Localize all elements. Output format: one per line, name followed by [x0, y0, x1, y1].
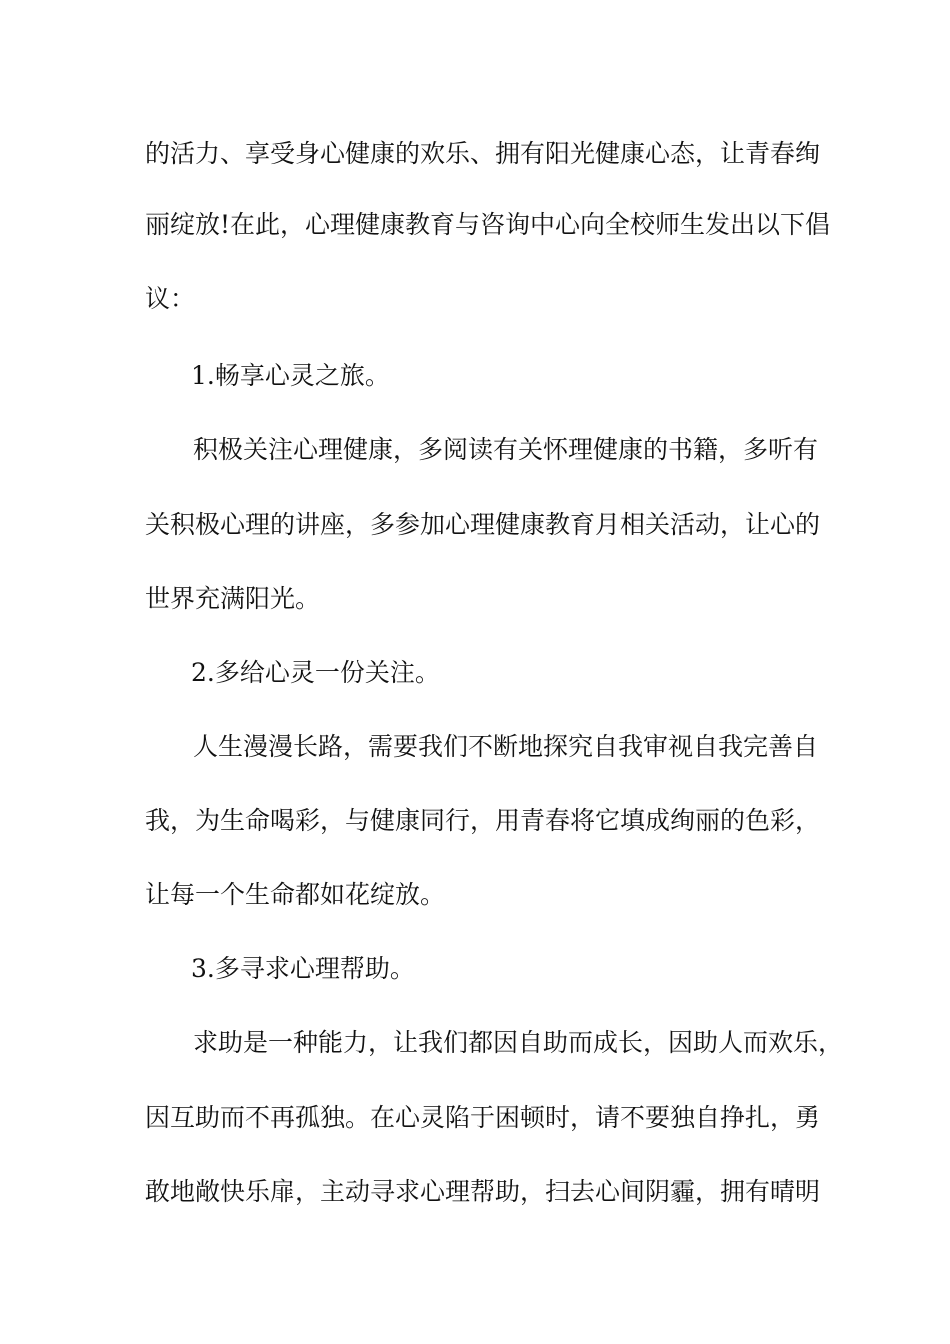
- paragraph-intro-line-2: 丽绽放!在此，心理健康教育与咨询中心向全校师生发出以下倡: [145, 210, 831, 239]
- paragraph-item-3-line-3: 敢地敞快乐扉，主动寻求心理帮助，扫去心间阴霾，拥有晴明: [145, 1177, 821, 1206]
- paragraph-item-2-line-2: 我，为生命喝彩，与健康同行，用青春将它填成绚丽的色彩，: [145, 806, 821, 835]
- paragraph-item-3-line-1: 求助是一种能力，让我们都因自助而成长，因助人而欢乐，: [193, 1028, 844, 1057]
- heading-item-1: 1.畅享心灵之旅。: [191, 361, 390, 390]
- paragraph-intro-line-3: 议：: [145, 284, 196, 313]
- paragraph-item-3-line-2: 因互助而不再孤独。在心灵陷于困顿时，请不要独自挣扎，勇: [145, 1103, 821, 1132]
- paragraph-item-1-line-3: 世界充满阳光。: [145, 584, 321, 613]
- paragraph-item-1-line-2: 关积极心理的讲座，多参加心理健康教育月相关活动，让心的: [145, 510, 821, 539]
- heading-item-2: 2.多给心灵一份关注。: [191, 658, 440, 687]
- paragraph-item-2-line-3: 让每一个生命都如花绽放。: [145, 880, 446, 909]
- paragraph-item-2-line-1: 人生漫漫长路，需要我们不断地探究自我审视自我完善自: [193, 732, 819, 761]
- heading-item-3: 3.多寻求心理帮助。: [191, 954, 415, 983]
- paragraph-intro-line-1: 的活力、享受身心健康的欢乐、拥有阳光健康心态，让青春绚: [145, 139, 821, 168]
- paragraph-item-1-line-1: 积极关注心理健康，多阅读有关怀理健康的书籍，多听有: [193, 435, 819, 464]
